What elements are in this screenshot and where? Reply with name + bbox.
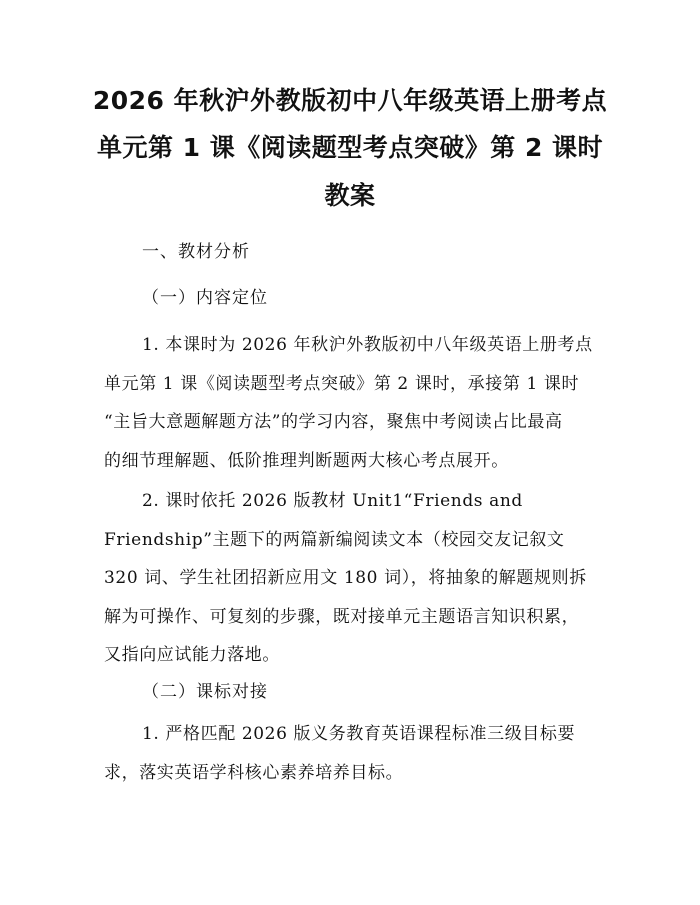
paragraph-2 [104,482,604,675]
section-heading-textbook-analysis: 一、教材分析 [142,242,250,262]
paragraph-line: 1. 本课时为 2026 年秋沪外教版初中八年级英语上册考点 [142,335,593,355]
paragraph-3 [104,715,604,792]
document-title-line-3: 教案 [324,181,376,210]
paragraph-line: Friendship”主题下的两篇新编阅读文本（校园交友记叙文 [104,529,565,550]
document-title-line-2: 单元第 1 课《阅读题型考点突破》第 2 课时 [96,133,604,162]
paragraph-line: 1. 严格匹配 2026 版义务教育英语课程标准三级目标要 [142,724,576,744]
paragraph-line: 单元第 1 课《阅读题型考点突破》第 2 课时，承接第 1 课时 [104,373,580,394]
paragraph-line: “主旨大意题解题方法”的学习内容，聚焦中考阅读占比最高 [104,412,563,432]
paragraph-1 [104,326,604,480]
paragraph-line: 又指向应试能力落地。 [104,645,280,665]
paragraph-line: 解为可操作、可复刻的步骤，既对接单元主题语言知识积累， [104,606,580,627]
paragraph-line: 2. 课时依托 2026 版教材 Unit1“Friends and [142,491,523,511]
paragraph-line: 求，落实英语学科核心素养培养目标。 [104,762,404,783]
paragraph-line: 320 词、学生社团招新应用文 180 词），将抽象的解题规则拆 [104,568,587,588]
subsection-heading-curriculum-alignment: （二）课标对接 [142,682,268,702]
document-title-line-1: 2026 年秋沪外教版初中八年级英语上册考点 [92,86,608,115]
subsection-heading-content-positioning: （一）内容定位 [142,288,268,308]
paragraph-line: 的细节理解题、低阶推理判断题两大核心考点展开。 [104,450,509,471]
